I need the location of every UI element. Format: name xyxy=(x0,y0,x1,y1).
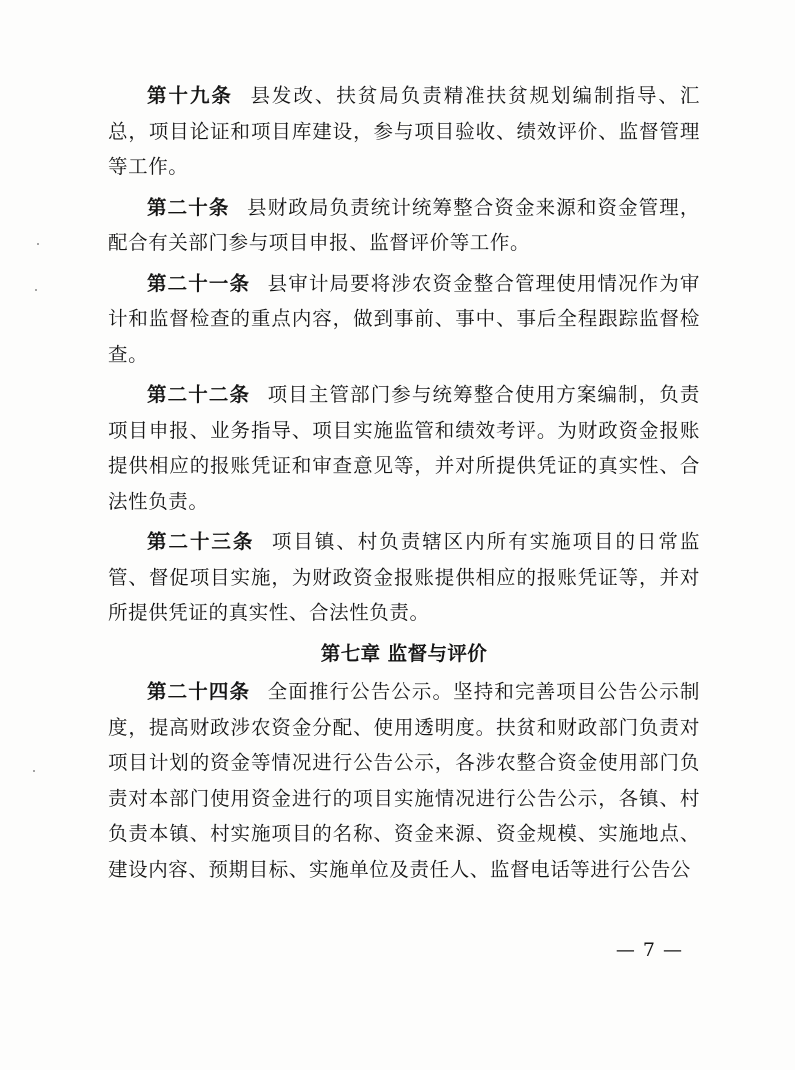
article-text: 项目主管部门参与统筹整合使用方案编制，负责项目申报、业务指导、项目实施监管和绩效考评。为财政资金报账提供相应的报账凭证和审查意见等，并对所提供凭证的真实性、合法性负责。 xyxy=(108,383,700,513)
chapter-heading: 第七章 监督与评价 xyxy=(320,641,488,665)
scan-speck xyxy=(33,770,35,772)
article-text: 项目镇、村负责辖区内所有实施项目的日常监管、督促项目实施，为财政资金报账提供相应的报账凭证等，并对所提供凭证的真实性、合法性负责。 xyxy=(108,530,700,624)
article-number: 第二十三条 xyxy=(147,530,255,553)
document-body xyxy=(108,78,700,892)
article-number: 第十九条 xyxy=(147,84,233,107)
article-21 xyxy=(108,266,700,373)
article-number: 第二十二条 xyxy=(147,383,251,406)
article-number: 第二十一条 xyxy=(147,271,251,295)
article-24 xyxy=(108,674,700,887)
article-19 xyxy=(108,78,700,185)
article-text: 全面推行公告公示。坚持和完善项目公告公示制度，提高财政涉农资金分配、使用透明度。扶贫和财政部门负责对项目计划的资金等情况进行公告公示，各涉农整合资金使用部门负责对本部门使用资金进行的项目实施情况进行公告公示，各镇、村负责本镇、村实施项目的名称、资金来源、资金规模、实施地点、建设内容、预期目标、实施单位及责任人、监督电话等进行公告公 xyxy=(108,680,700,881)
article-number: 第二十四条 xyxy=(147,680,251,703)
article-22 xyxy=(108,377,700,519)
article-text: 县发改、扶贫局负责精准扶贫规划编制指导、汇总，项目论证和项目库建设，参与项目验收、绩效评价、监督管理等工作。 xyxy=(108,84,700,178)
page-number: — 7 — xyxy=(615,939,683,961)
scan-speck xyxy=(35,289,37,291)
article-text: 县财政局负责统计统筹整合资金来源和资金管理，配合有关部门参与项目申报、监督评价等工作。 xyxy=(108,195,701,254)
article-number: 第二十条 xyxy=(147,195,230,219)
article-text: 县审计局要将涉农资金整合管理使用情况作为审计和监督检查的重点内容，做到事前、事中、事后全程跟踪监督检查。 xyxy=(108,271,700,366)
article-20 xyxy=(108,190,700,261)
article-23 xyxy=(108,524,700,631)
scan-speck xyxy=(37,243,39,245)
